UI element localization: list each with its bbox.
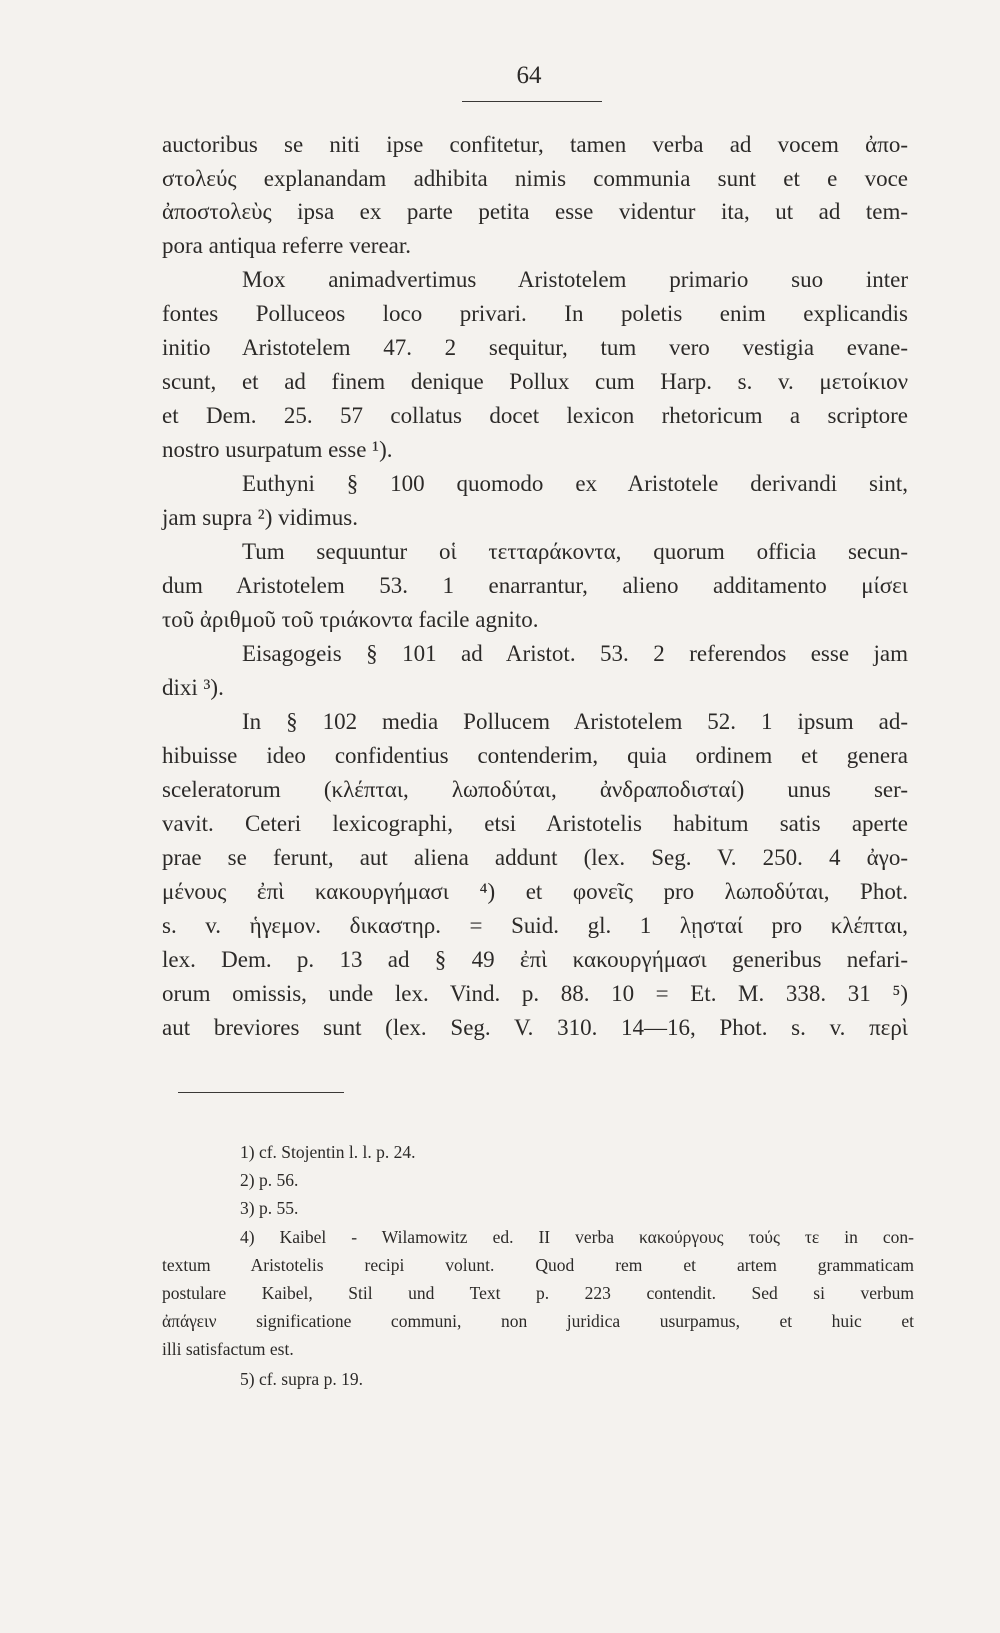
body-line: Eisagogeis § 101 ad Aristot. 53. 2 referendos esse jam (242, 641, 908, 666)
body-line: pora antiqua referre verear. (162, 233, 412, 258)
body-line: s. v. ἡγεμον. δικαστηρ. = Suid. gl. 1 λῃσταί pro κλέπται, (162, 913, 908, 938)
body-line: Mox animadvertimus Aristotelem primario suo inter (242, 267, 908, 292)
footnote: 3) p. 55. (240, 1198, 299, 1218)
footnote-continuation: illi satisfactum est. (162, 1339, 294, 1359)
footnote: 4) Kaibel - Wilamowitz ed. II verba κακούργους τούς τε in con- (240, 1227, 914, 1247)
body-line: lex. Dem. p. 13 ad § 49 ἐπὶ κακουργήμασι generibus nefari- (162, 947, 908, 972)
body-line: nostro usurpatum esse ¹). (162, 437, 393, 462)
body-line: et Dem. 25. 57 collatus docet lexicon rhetoricum a scriptore (162, 403, 908, 428)
footnote-continuation: ἀπάγειν significatione communi, non juridica usurpamus, et huic et (162, 1311, 914, 1331)
footnote: 1) cf. Stojentin l. l. p. 24. (240, 1142, 416, 1162)
body-line: aut breviores sunt (lex. Seg. V. 310. 14—16, Phot. s. v. περὶ (162, 1015, 908, 1040)
body-line: fontes Polluceos loco privari. In poletis enim explicandis (162, 301, 908, 326)
body-line: Euthyni § 100 quomodo ex Aristotele derivandi sint, (242, 471, 908, 496)
body-line: In § 102 media Pollucem Aristotelem 52. 1 ipsum ad- (242, 709, 908, 734)
body-line: ἀποστολεὺς ipsa ex parte petita esse videntur ita, ut ad tem- (162, 199, 908, 224)
page-number: 64 (516, 62, 542, 89)
body-line: μένους ἐπὶ κακουργήμασι ⁴) et φονεῖς pro λωποδύται, Phot. (162, 879, 908, 904)
body-line: dum Aristotelem 53. 1 enarrantur, alieno additamento μίσει (162, 573, 908, 598)
body-line: sceleratorum (κλέπται, λωποδύται, ἀνδραποδισταί) unus ser- (162, 777, 908, 802)
footnote-separator (178, 1092, 344, 1093)
body-line: στολεύς explanandam adhibita nimis communia sunt et e voce (162, 166, 908, 191)
body-line: initio Aristotelem 47. 2 sequitur, tum vero vestigia evane- (162, 335, 908, 360)
footnote-continuation: postulare Kaibel, Stil und Text p. 223 contendit. Sed si verbum (162, 1283, 914, 1303)
body-line: orum omissis, unde lex. Vind. p. 88. 10 = Et. M. 338. 31 ⁵) (162, 981, 908, 1006)
body-line: vavit. Ceteri lexicographi, etsi Aristotelis habitum satis aperte (162, 811, 908, 836)
body-line: prae se ferunt, aut aliena addunt (lex. Seg. V. 250. 4 ἀγο- (162, 845, 908, 870)
footnote: 5) cf. supra p. 19. (240, 1369, 363, 1389)
body-line: τοῦ ἀριθμοῦ τοῦ τριάκοντα facile agnito. (162, 607, 539, 632)
footnote-continuation: textum Aristotelis recipi volunt. Quod rem et artem grammaticam (162, 1255, 914, 1275)
header-rule (462, 101, 602, 102)
body-line: hibuisse ideo confidentius contenderim, quia ordinem et genera (162, 743, 908, 768)
body-line: scunt, et ad finem denique Pollux cum Harp. s. v. μετοίκιον (162, 369, 908, 394)
body-line: dixi ³). (162, 675, 224, 700)
footnote: 2) p. 56. (240, 1170, 299, 1190)
body-line: jam supra ²) vidimus. (162, 505, 358, 530)
body-line: Tum sequuntur οἱ τετταράκοντα, quorum officia secun- (242, 539, 908, 564)
body-line: auctoribus se niti ipse confitetur, tamen verba ad vocem ἀπο- (162, 132, 908, 157)
